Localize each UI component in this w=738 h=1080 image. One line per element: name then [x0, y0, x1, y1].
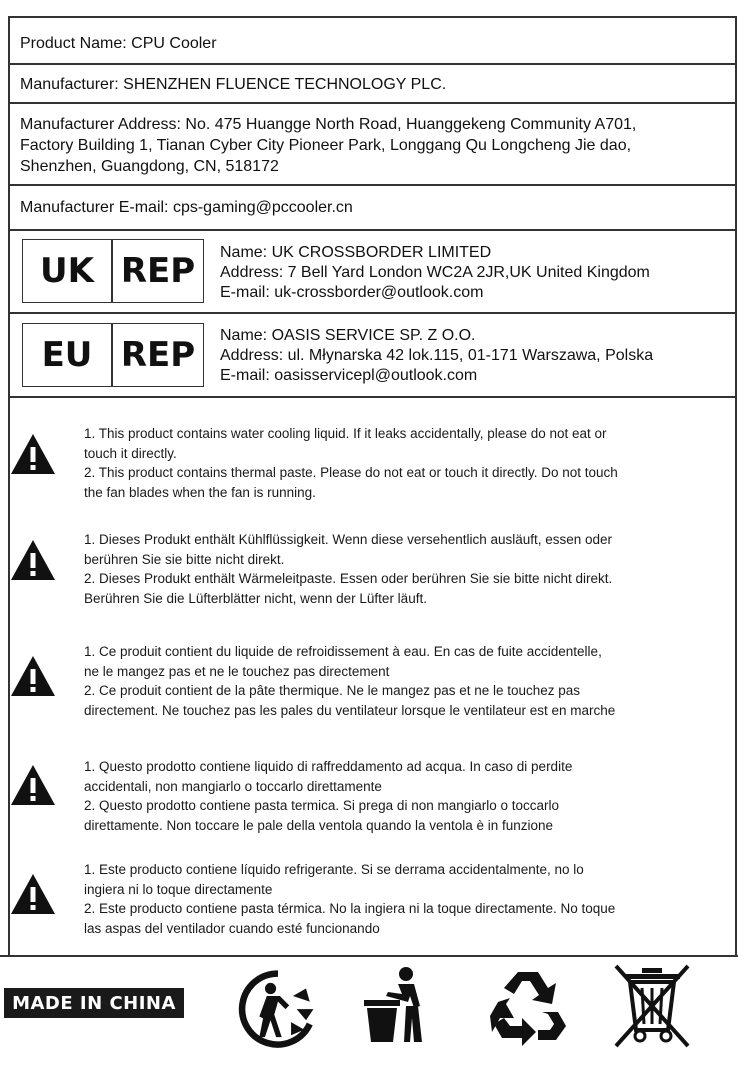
warning-line: Berühren Sie die Lüfterblätter nicht, wenn der Lüfter läuft.: [84, 590, 427, 606]
warning-line: 2. Ce produit contient de la pâte thermique. Ne le mangez pas et ne le touchez pas: [84, 683, 581, 699]
warning-line: 2. Este producto contiene pasta térmica. No la ingiera ni la toque directamente. No toque: [84, 901, 616, 917]
uk-rep-address: Address: 7 Bell Yard London WC2A 2JR,UK United Kingdom: [220, 264, 650, 281]
warning-line: touch it directly.: [84, 445, 177, 461]
divider-6: [8, 396, 736, 398]
warning-line: ne le mangez pas et ne le touchez pas directement: [84, 663, 390, 679]
uk-rep-name: Name: UK CROSSBORDER LIMITED: [220, 244, 492, 261]
warning-line: ingiera ni lo toque directamente: [84, 881, 273, 897]
divider-7: [0, 955, 738, 957]
triman-icon: [228, 968, 328, 1052]
uk-rep-label: REP: [120, 251, 196, 291]
warning-line: direttamente. Non toccare le pale della ventola quando la ventola è in funzione: [84, 817, 554, 833]
warning-line: las aspas del ventilador cuando esté funcionando: [84, 920, 380, 936]
divider-4: [8, 229, 736, 231]
divider-2: [8, 102, 736, 104]
warning-icon: [10, 763, 56, 807]
address-line: Shenzhen, Guangdong, CN, 518172: [20, 158, 279, 175]
warning-icon: [10, 538, 56, 582]
manufacturer-address: [20, 114, 636, 177]
eu-rep-info: [220, 326, 653, 386]
product-name: Product Name: CPU Cooler: [20, 35, 217, 52]
warning-line: 2. Dieses Produkt enthält Wärmeleitpaste. Essen oder berühren Sie sie bitte nicht direkt.: [84, 571, 613, 587]
warning-line: 2. Questo prodotto contiene pasta termica. Si prega di non mangiarlo o toccarlo: [84, 798, 560, 814]
warning-text: [84, 424, 618, 502]
manufacturer-email: Manufacturer E-mail: cps-gaming@pccooler.cn: [20, 199, 353, 216]
warning-icon: [10, 872, 56, 916]
weee-crossed-bin-icon: [612, 962, 692, 1052]
warning-line: 1. Questo prodotto contiene liquido di raffreddamento ad acqua. In caso di perdite: [84, 759, 573, 774]
warning-line: 1. Dieses Produkt enthält Kühlflüssigkeit. Wenn diese versehentlich ausläuft, essen oder: [84, 532, 613, 547]
address-line: Factory Building 1, Tianan Cyber City Pioneer Park, Longgang Qu Longcheng Jie dao,: [20, 137, 632, 154]
made-in-china-badge: MADE IN CHINA: [4, 988, 184, 1018]
uk-rep-email: E-mail: uk-crossborder@outlook.com: [220, 284, 484, 301]
divider-1: [8, 63, 736, 65]
manufacturer-name: Manufacturer: SHENZHEN FLUENCE TECHNOLOGY PLC.: [20, 76, 447, 93]
frame-left: [8, 16, 10, 956]
tidyman-icon: [362, 966, 432, 1046]
warning-line: 1. This product contains water cooling liquid. If it leaks accidentally, please do not eat or: [84, 426, 607, 441]
warning-icon: [10, 654, 56, 698]
warning-text: [84, 860, 615, 938]
warning-text: [84, 530, 612, 608]
uk-rep-info: [220, 243, 650, 303]
address-line: Manufacturer Address: No. 475 Huangge North Road, Huanggekeng Community A701,: [20, 116, 637, 133]
warning-line: 1. Este producto contiene líquido refrigerante. Si se derrama accidentalmente, no lo: [84, 862, 584, 877]
eu-rep-mark: [22, 323, 204, 387]
warning-line: 2. This product contains thermal paste. Please do not eat or touch it directly. Do not touch: [84, 465, 618, 481]
warning-line: 1. Ce produit contient du liquide de refroidissement à eau. En cas de fuite accidentelle,: [84, 644, 602, 659]
eu-rep-email: E-mail: oasisservicepl@outlook.com: [220, 367, 478, 384]
warning-line: the fan blades when the fan is running.: [84, 484, 316, 500]
frame-right: [735, 16, 737, 956]
warning-line: directement. Ne touchez pas les pales du ventilateur lorsque le ventilateur est en marche: [84, 702, 616, 718]
divider-3: [8, 184, 736, 186]
divider-5: [8, 312, 736, 314]
warning-text: [84, 642, 615, 720]
warning-icon: [10, 432, 56, 476]
eu-code: EU: [41, 335, 93, 375]
uk-rep-mark: [22, 239, 204, 303]
eu-rep-name: Name: OASIS SERVICE SP. Z O.O.: [220, 327, 476, 344]
recycle-icon: [488, 966, 568, 1046]
eu-rep-label: REP: [120, 335, 196, 375]
warning-line: berühren Sie sie bitte nicht direkt.: [84, 551, 285, 567]
warning-text: [84, 757, 572, 835]
frame-top: [8, 16, 736, 18]
warning-line: accidentali, non mangiarlo o toccarlo direttamente: [84, 778, 382, 794]
uk-code: UK: [40, 251, 94, 291]
eu-rep-address: Address: ul. Młynarska 42 lok.115, 01-171 Warszawa, Polska: [220, 347, 654, 364]
